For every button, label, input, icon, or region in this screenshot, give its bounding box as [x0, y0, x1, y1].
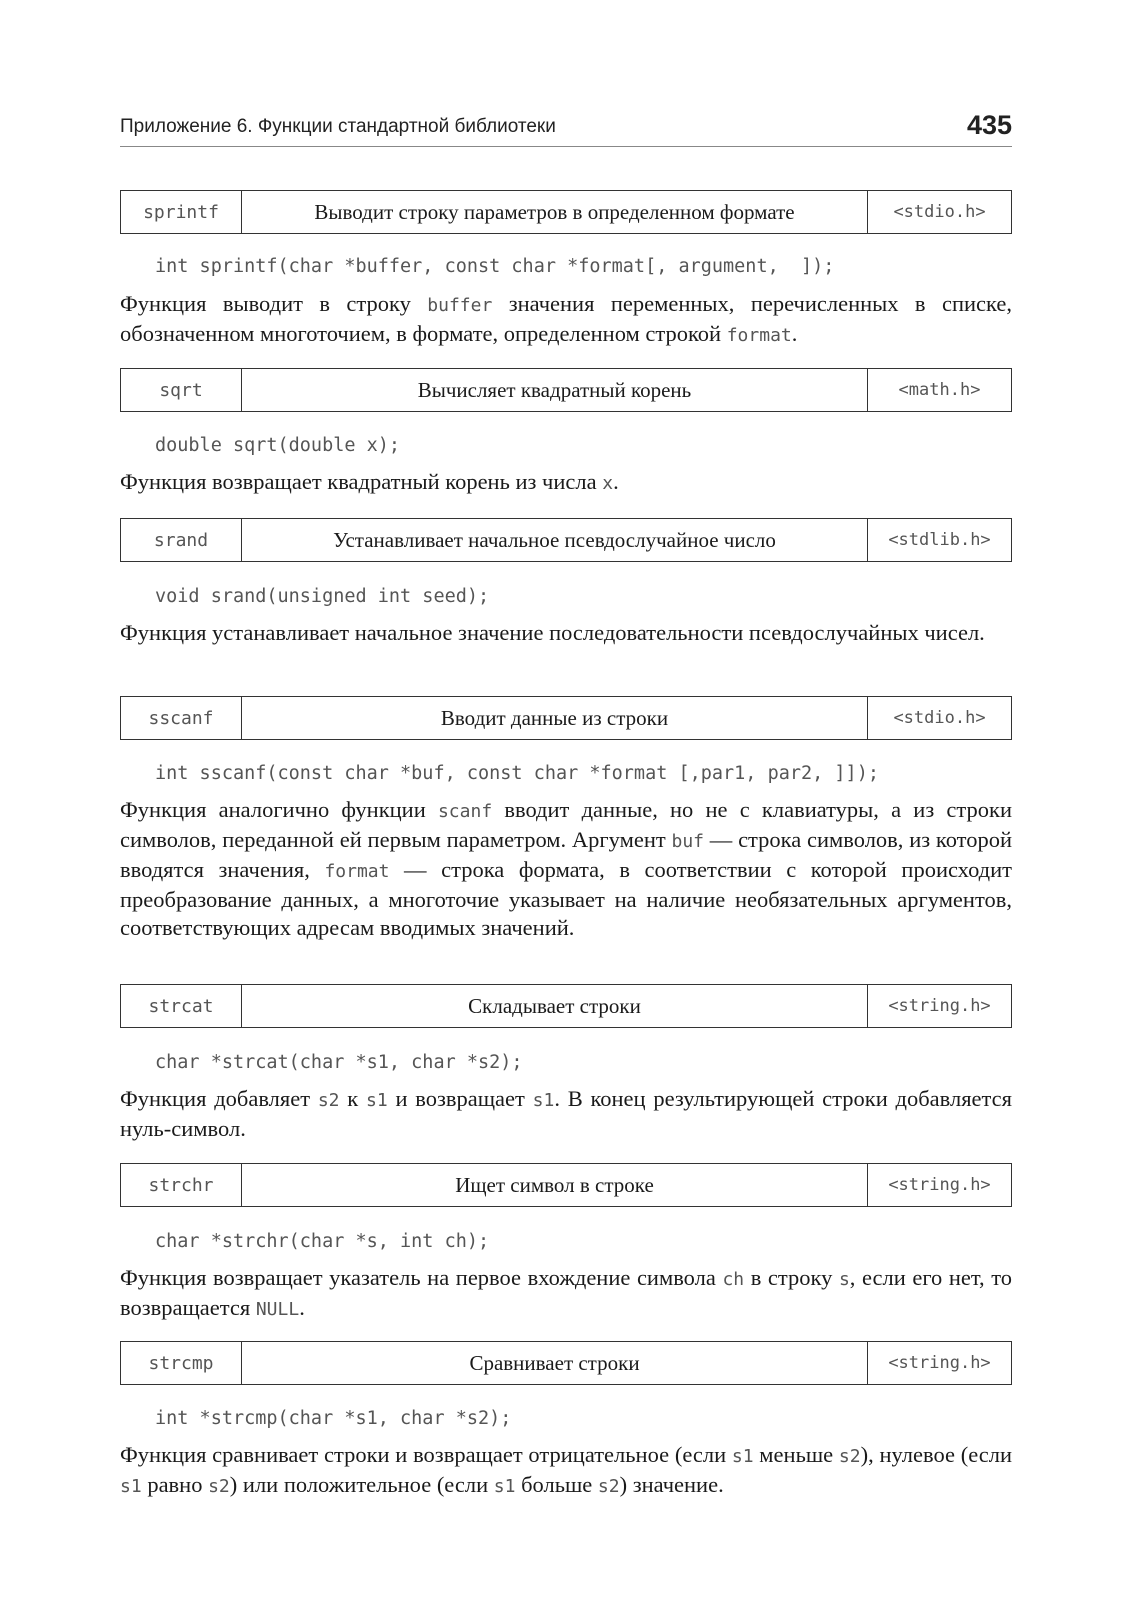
- function-text: Функция возвращает указатель на первое вхождение символа ch в строку s, если его нет, то возвращается NULL.: [120, 1265, 1012, 1320]
- function-text: Функция добавляет s2 к s1 и возвращает s1. В конец результирующей строки добавляется нуль-символ.: [120, 1086, 1012, 1141]
- function-prototype: double sqrt(double x);: [155, 435, 401, 456]
- function-description: Вычисляет квадратный корень: [242, 369, 868, 411]
- header-file: <math.h>: [898, 380, 981, 400]
- header-file: <string.h>: [888, 1175, 991, 1195]
- function-text: Функция выводит в строку buffer значения переменных, перечисленных в списке, обозначенном многоточием, в формате, определенном строкой format.: [120, 291, 1012, 346]
- running-title: Приложение 6. Функции стандартной библиотеки: [120, 116, 556, 137]
- function-description: Сравнивает строки: [242, 1342, 868, 1384]
- function-name: strchr: [121, 1164, 242, 1206]
- function-text: Функция устанавливает начальное значение последовательности псевдослучайных чисел.: [120, 620, 985, 645]
- page-header: [120, 112, 1012, 147]
- function-prototype: char *strchr(char *s, int ch);: [155, 1231, 490, 1252]
- function-table-srand: [120, 518, 1012, 562]
- function-name: strcmp: [121, 1342, 242, 1384]
- function-table-sscanf: [120, 696, 1012, 740]
- function-prototype: int sprintf(char *buffer, const char *format[, argument, ]);: [155, 256, 835, 277]
- header-file: <stdio.h>: [893, 708, 986, 728]
- header-file: <string.h>: [888, 1353, 991, 1373]
- function-table-strcat: [120, 984, 1012, 1028]
- function-name: sprintf: [121, 191, 242, 233]
- header-file: <stdio.h>: [893, 202, 986, 222]
- function-text: Функция возвращает квадратный корень из числа x.: [120, 469, 619, 494]
- function-table-sqrt: [120, 368, 1012, 412]
- function-description: Вводит данные из строки: [242, 697, 868, 739]
- function-prototype: void srand(unsigned int seed);: [155, 586, 490, 607]
- function-prototype: int *strcmp(char *s1, char *s2);: [155, 1408, 512, 1429]
- function-description: Ищет символ в строке: [242, 1164, 868, 1206]
- function-name: strcat: [121, 985, 242, 1027]
- function-prototype: int sscanf(const char *buf, const char *format [,par1, par2, ]]);: [155, 763, 879, 784]
- function-name: sqrt: [121, 369, 242, 411]
- function-table-sprintf: [120, 190, 1012, 234]
- function-text: Функция аналогично функции scanf вводит данные, но не с клавиатуры, а из строки символов, переданной ей первым параметром. Аргумент buf — строка символов, из которой вводятся значения, format — строка формата, в соответствии с которой происходит преобразование данных, а многоточие указывает на наличие необязательных аргументов, соответствующих адресам вводимых значений.: [120, 797, 1012, 940]
- function-prototype: char *strcat(char *s1, char *s2);: [155, 1052, 523, 1073]
- function-description: Устанавливает начальное псевдослучайное число: [242, 519, 868, 561]
- function-table-strchr: [120, 1163, 1012, 1207]
- function-description: Складывает строки: [242, 985, 868, 1027]
- header-file: <string.h>: [888, 996, 991, 1016]
- function-name: sscanf: [121, 697, 242, 739]
- page-number: 435: [966, 110, 1012, 140]
- header-file: <stdlib.h>: [888, 530, 991, 550]
- function-description: Выводит строку параметров в определенном формате: [242, 191, 868, 233]
- function-text: Функция сравнивает строки и возвращает отрицательное (если s1 меньше s2), нулевое (если s1 равно s2) или положительное (если s1 больше s2) значение.: [120, 1442, 1012, 1497]
- function-table-strcmp: [120, 1341, 1012, 1385]
- function-name: srand: [121, 519, 242, 561]
